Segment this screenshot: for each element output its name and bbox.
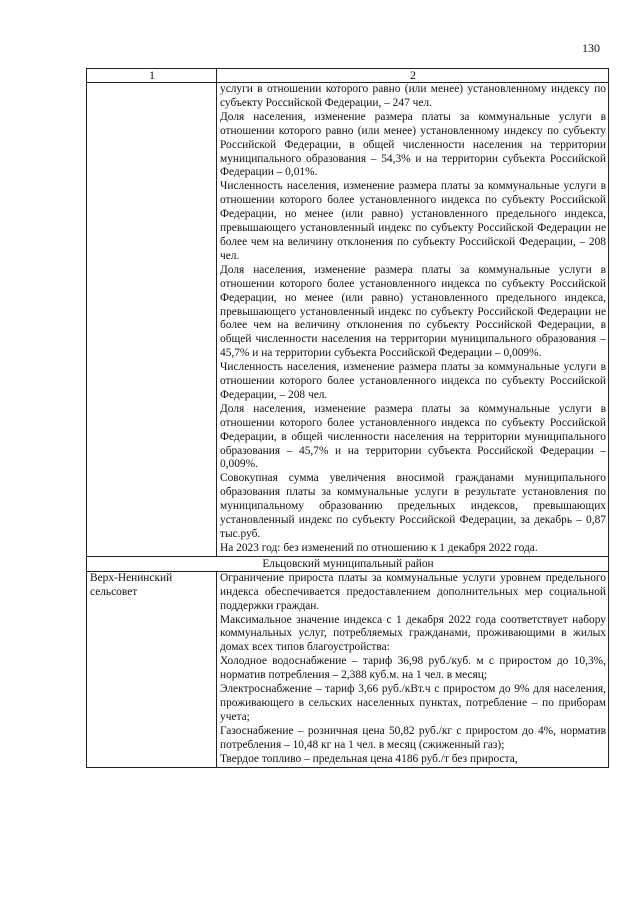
paragraph: Твердое топливо – предельная цена 4186 руб./т без прироста, [220,752,518,765]
description-cell [217,83,609,557]
paragraph: Численность населения, изменение размера платы за коммунальные услуги в отношении которого более установленного индекса по субъекту Российской Федерации, но менее (или равно) установленного предельного индекса, превышающего установленный индекс по субъекту Российской Федерации не более чем на величину отклонения по субъекту Российской Федерации, – 208 чел. [220,180,606,262]
paragraph: На 2023 год: без изменений по отношению к 1 декабря 2022 года. [220,541,538,554]
column-header-1: 1 [87,69,217,83]
paragraph: Электроснабжение – тариф 3,66 руб./кВт.ч с приростом до 9% для населения, проживающего в сельских населенных пунктах, потребление – по приборам учета; [220,683,606,723]
description-cell [217,571,609,767]
section-title: Ельцовский муниципальный район [87,556,609,571]
paragraph: Численность населения, изменение размера платы за коммунальные услуги в отношении которого более установленного индекса по субъекту Российской Федерации, – 208 чел. [220,361,606,401]
municipality-cell-empty [87,83,217,557]
municipality-cell: Верх-Ненинский сельсовет [87,571,217,767]
paragraph: Холодное водоснабжение – тариф 36,98 руб./куб. м с приростом до 10,3%, норматив потребления – 2,388 куб.м. на 1 чел. в месяц; [220,655,606,682]
paragraph: Газоснабжение – розничная цена 50,82 руб./кг с приростом до 4%, норматив потребления – 10,48 кг на 1 чел. в месяц (сжиженный газ); [220,724,606,751]
table-row [87,571,609,767]
paragraph: Ограничение прироста платы за коммунальные услуги уровнем предельного индекса обеспечивается предоставлением дополнительных мер социальной поддержки граждан. [220,571,606,612]
paragraph: Максимальное значение индекса с 1 декабря 2022 года соответствует набору коммунальных услуг, потребляемых гражданами, проживающими в жилых домах всех типов благоустройства: [220,613,606,654]
paragraph: услуги в отношении которого равно (или менее) установленному индексу по субъекту Российской Федерации, – 247 чел. [220,83,606,109]
paragraph: Доля населения, изменение размера платы за коммунальные услуги в отношении которого равно (или менее) установленному индексу по субъекту Российской Федерации, в общей численности населения на территории муниципального образования – 54,3% и на территории субъекта Российской Федерации – 0,01%. [220,110,606,179]
paragraph: Доля населения, изменение размера платы за коммунальные услуги в отношении которого более установленного индекса по субъекту Российской Федерации, в общей численности населения на территории муниципального образования – 45,7% и на территории субъекта Российской Федерации – 0,009%. [220,402,606,471]
table-header-row [87,69,609,83]
paragraph: Доля населения, изменение размера платы за коммунальные услуги в отношении которого более установленного индекса по субъекту Российской Федерации, но менее (или равно) установленного предельного индекса, превышающего установленный индекс по субъекту Российской Федерации не более чем на величину отклонения по субъекту Российской Федерации, в общей численности населения на территории муниципального образования – 45,7% и на территории субъекта Российской Федерации – 0,009%. [220,263,606,360]
section-row [87,556,609,571]
page-number: 130 [582,41,600,55]
column-header-2: 2 [217,69,609,83]
document-table [86,68,609,768]
table-row [87,83,609,557]
paragraph: Совокупная сумма увеличения вносимой гражданами муниципального образования платы за коммунальные услуги в результате установления по муниципальному образованию предельных индексов, превышающих установленный индекс по субъекту Российской Федерации, за декабрь – 0,87 тыс.руб. [220,472,606,540]
